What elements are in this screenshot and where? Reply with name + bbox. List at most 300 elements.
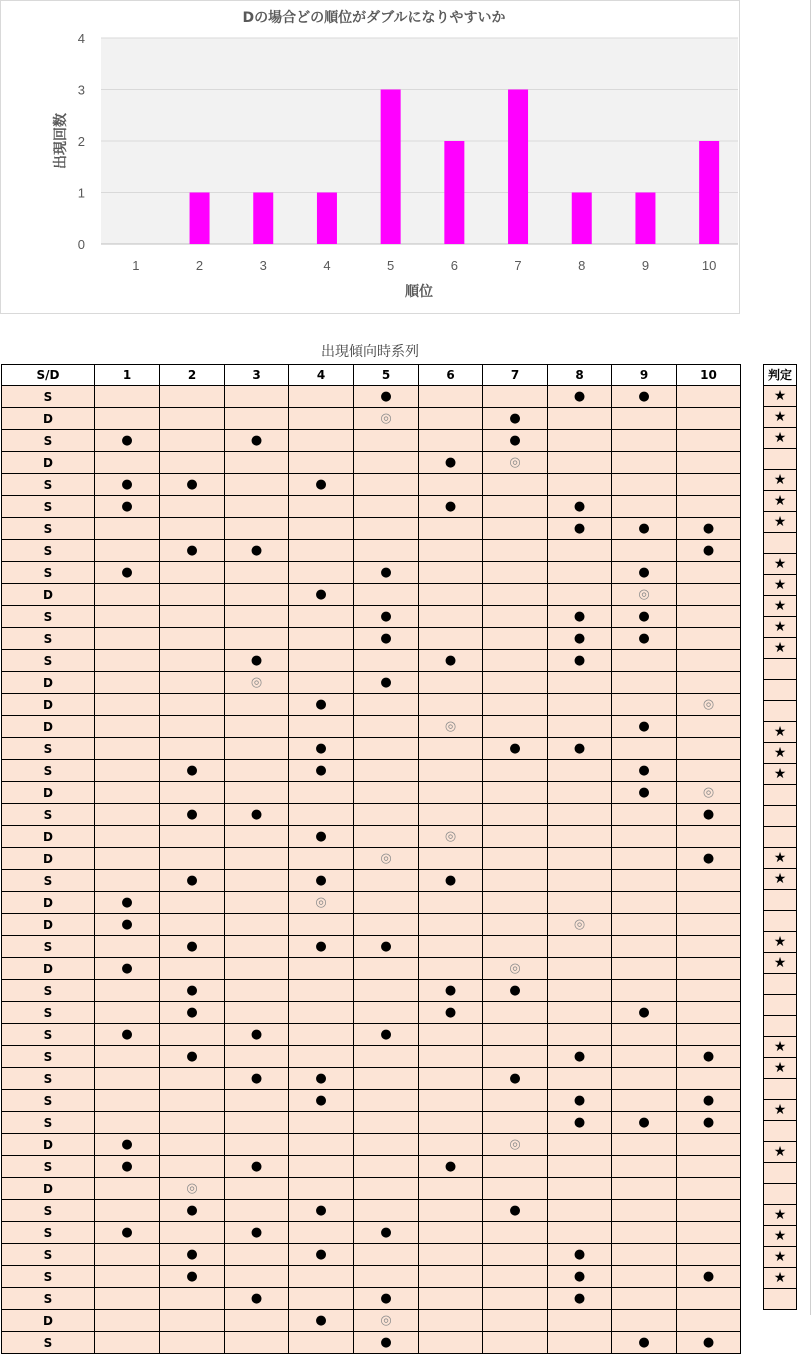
rank-cell — [354, 1178, 419, 1200]
star-icon: ★ — [773, 577, 787, 593]
rank-cell — [612, 562, 677, 584]
judge-cell — [764, 512, 797, 533]
rank-cell — [225, 958, 289, 980]
sd-cell: S — [2, 562, 95, 584]
rank-cell — [289, 1090, 354, 1112]
dot-mark: ● — [315, 829, 327, 844]
table-row — [2, 826, 741, 848]
judge-cell — [764, 533, 797, 554]
dot-mark: ● — [444, 1159, 457, 1174]
judge-cell — [764, 1079, 797, 1100]
star-icon: ★ — [773, 1207, 787, 1223]
rank-cell — [483, 584, 548, 606]
sd-cell: D — [2, 1310, 95, 1332]
rank-cell — [95, 1134, 160, 1156]
rank-cell — [548, 1068, 612, 1090]
rank-cell — [95, 1178, 160, 1200]
rank-cell — [612, 1200, 677, 1222]
table-row — [2, 518, 741, 540]
chart-container — [0, 0, 740, 314]
double-mark: ◎ — [702, 697, 715, 712]
rank-cell — [225, 1244, 289, 1266]
double-mark: ◎ — [638, 587, 650, 602]
rank-cell — [612, 1134, 677, 1156]
rank-cell — [95, 672, 160, 694]
rank-cell — [354, 870, 419, 892]
judge-row — [764, 1289, 797, 1310]
dot-mark: ● — [380, 1335, 392, 1350]
dot-mark: ● — [509, 411, 521, 426]
bar-4 — [317, 193, 337, 245]
table-row — [2, 474, 741, 496]
judge-row — [764, 1058, 797, 1079]
rank-cell — [612, 1156, 677, 1178]
judge-row — [764, 1247, 797, 1268]
header-sd: S/D — [2, 365, 95, 386]
rank-cell — [95, 1090, 160, 1112]
rank-cell — [677, 452, 741, 474]
rank-cell — [677, 474, 741, 496]
judge-cell — [764, 827, 797, 848]
rank-cell — [160, 474, 225, 496]
occurrence-table — [1, 364, 741, 1354]
table-row — [2, 848, 741, 870]
rank-cell — [160, 914, 225, 936]
rank-cell — [612, 408, 677, 430]
rank-cell — [225, 1024, 289, 1046]
dot-mark: ● — [186, 1247, 198, 1262]
judge-row — [764, 1079, 797, 1100]
rank-cell — [354, 1024, 419, 1046]
rank-cell — [548, 628, 612, 650]
dot-mark: ● — [121, 1225, 133, 1240]
star-icon: ★ — [773, 1249, 787, 1265]
rank-cell — [225, 1332, 289, 1354]
rank-cell — [483, 672, 548, 694]
rank-cell — [289, 826, 354, 848]
table-row — [2, 386, 741, 408]
rank-cell — [677, 958, 741, 980]
table-row — [2, 562, 741, 584]
star-icon: ★ — [773, 766, 787, 782]
x-tick-label: 10 — [701, 258, 717, 273]
table-row — [2, 914, 741, 936]
rank-cell — [225, 892, 289, 914]
star-icon: ★ — [773, 745, 787, 761]
rank-cell — [225, 782, 289, 804]
rank-cell — [483, 496, 548, 518]
dot-mark: ● — [573, 1247, 586, 1262]
dot-mark: ● — [573, 1269, 586, 1284]
rank-cell — [419, 826, 483, 848]
rank-cell — [548, 804, 612, 826]
dot-mark: ● — [250, 1027, 263, 1042]
header-rank-7: 7 — [483, 365, 548, 386]
x-tick-label: 2 — [195, 258, 204, 273]
rank-cell — [160, 1112, 225, 1134]
rank-cell — [95, 518, 160, 540]
rank-cell — [289, 606, 354, 628]
rank-cell — [677, 1002, 741, 1024]
sd-cell: D — [2, 892, 95, 914]
dot-mark: ● — [380, 389, 392, 404]
rank-cell — [225, 826, 289, 848]
judge-cell — [764, 1184, 797, 1205]
rank-cell — [548, 716, 612, 738]
dot-mark: ● — [186, 543, 198, 558]
star-icon: ★ — [773, 619, 787, 635]
table-row — [2, 584, 741, 606]
rank-cell — [677, 1068, 741, 1090]
rank-cell — [419, 628, 483, 650]
judge-row — [764, 407, 797, 428]
rank-cell — [548, 1156, 612, 1178]
dot-mark: ● — [702, 1115, 715, 1130]
dot-mark: ● — [250, 543, 263, 558]
double-mark: ◎ — [509, 1137, 521, 1152]
dot-mark: ● — [702, 807, 715, 822]
dot-mark: ● — [509, 433, 521, 448]
table-row — [2, 1310, 741, 1332]
rank-cell — [354, 694, 419, 716]
sd-cell: D — [2, 1134, 95, 1156]
double-mark: ◎ — [573, 917, 586, 932]
table-row — [2, 1156, 741, 1178]
sd-cell: D — [2, 782, 95, 804]
rank-cell — [483, 1068, 548, 1090]
rank-cell — [483, 452, 548, 474]
rank-cell — [354, 540, 419, 562]
header-rank-5: 5 — [354, 365, 419, 386]
dot-mark: ● — [638, 389, 650, 404]
rank-cell — [483, 1266, 548, 1288]
rank-cell — [548, 914, 612, 936]
judge-cell — [764, 386, 797, 407]
rank-cell — [548, 584, 612, 606]
rank-cell — [160, 408, 225, 430]
rank-cell — [95, 452, 160, 474]
rank-cell — [289, 1024, 354, 1046]
sd-cell: S — [2, 1332, 95, 1354]
judge-row — [764, 827, 797, 848]
rank-cell — [95, 496, 160, 518]
rank-cell — [612, 606, 677, 628]
judge-row — [764, 995, 797, 1016]
dot-mark: ● — [121, 565, 133, 580]
rank-cell — [354, 848, 419, 870]
table-row — [2, 1002, 741, 1024]
x-axis-label: 順位 — [405, 284, 433, 300]
rank-cell — [419, 1266, 483, 1288]
rank-cell — [354, 430, 419, 452]
rank-cell — [677, 738, 741, 760]
rank-cell — [419, 848, 483, 870]
table-row — [2, 738, 741, 760]
rank-cell — [225, 540, 289, 562]
rank-cell — [419, 606, 483, 628]
sd-cell: S — [2, 1244, 95, 1266]
dot-mark: ● — [702, 1049, 715, 1064]
double-mark: ◎ — [380, 851, 392, 866]
rank-cell — [419, 804, 483, 826]
rank-cell — [548, 782, 612, 804]
rank-cell — [225, 738, 289, 760]
judge-row — [764, 533, 797, 554]
dot-mark: ● — [250, 1225, 263, 1240]
rank-cell — [289, 958, 354, 980]
rank-cell — [354, 980, 419, 1002]
rank-cell — [548, 1090, 612, 1112]
rank-cell — [289, 1046, 354, 1068]
rank-cell — [289, 408, 354, 430]
rank-cell — [354, 496, 419, 518]
dot-mark: ● — [702, 1269, 715, 1284]
rank-cell — [419, 430, 483, 452]
table-row — [2, 782, 741, 804]
rank-cell — [354, 452, 419, 474]
rank-cell — [95, 760, 160, 782]
rank-cell — [289, 782, 354, 804]
table-row — [2, 980, 741, 1002]
rank-cell — [160, 782, 225, 804]
dot-mark: ● — [573, 1049, 586, 1064]
rank-cell — [289, 716, 354, 738]
sd-cell: D — [2, 914, 95, 936]
rank-cell — [548, 540, 612, 562]
sd-cell: D — [2, 1178, 95, 1200]
rank-cell — [95, 936, 160, 958]
rank-cell — [612, 1310, 677, 1332]
rank-cell — [95, 848, 160, 870]
rank-cell — [548, 1024, 612, 1046]
double-mark: ◎ — [509, 961, 521, 976]
rank-cell — [548, 1178, 612, 1200]
dot-mark: ● — [121, 895, 133, 910]
rank-cell — [289, 650, 354, 672]
dot-mark: ● — [702, 1335, 715, 1350]
rank-cell — [225, 452, 289, 474]
rank-cell — [160, 892, 225, 914]
rank-cell — [677, 1266, 741, 1288]
header-rank-2: 2 — [160, 365, 225, 386]
rank-cell — [419, 1068, 483, 1090]
rank-cell — [419, 1200, 483, 1222]
sd-cell: S — [2, 628, 95, 650]
rank-cell — [354, 826, 419, 848]
dot-mark: ● — [573, 631, 586, 646]
rank-cell — [548, 1332, 612, 1354]
table-row — [2, 628, 741, 650]
rank-cell — [677, 1024, 741, 1046]
rank-cell — [289, 562, 354, 584]
rank-cell — [95, 1244, 160, 1266]
bar-3 — [253, 193, 273, 245]
double-mark: ◎ — [315, 895, 327, 910]
rank-cell — [419, 958, 483, 980]
dot-mark: ● — [638, 1005, 650, 1020]
dot-mark: ● — [380, 1027, 392, 1042]
rank-cell — [483, 980, 548, 1002]
judge-row — [764, 890, 797, 911]
judge-row — [764, 722, 797, 743]
sd-cell: S — [2, 760, 95, 782]
rank-cell — [612, 650, 677, 672]
judge-row — [764, 428, 797, 449]
rank-cell — [354, 474, 419, 496]
dot-mark: ● — [186, 1203, 198, 1218]
sd-cell: S — [2, 1002, 95, 1024]
sd-cell: S — [2, 1068, 95, 1090]
rank-cell — [612, 430, 677, 452]
judge-cell — [764, 701, 797, 722]
rank-cell — [289, 848, 354, 870]
rank-cell — [419, 1134, 483, 1156]
rank-cell — [677, 782, 741, 804]
rank-cell — [354, 1222, 419, 1244]
rank-cell — [225, 1002, 289, 1024]
judgement-table — [763, 364, 797, 1310]
rank-cell — [160, 1090, 225, 1112]
rank-cell — [419, 540, 483, 562]
rank-cell — [612, 1332, 677, 1354]
rank-cell — [225, 804, 289, 826]
dot-mark: ● — [121, 961, 133, 976]
rank-cell — [160, 650, 225, 672]
dot-mark: ● — [444, 983, 457, 998]
table-row — [2, 892, 741, 914]
judge-cell — [764, 995, 797, 1016]
rank-cell — [354, 518, 419, 540]
rank-cell — [225, 1222, 289, 1244]
sd-cell: D — [2, 584, 95, 606]
rank-cell — [483, 892, 548, 914]
rank-cell — [225, 914, 289, 936]
rank-cell — [548, 452, 612, 474]
rank-cell — [677, 694, 741, 716]
rank-cell — [483, 1178, 548, 1200]
rank-cell — [548, 958, 612, 980]
judge-cell — [764, 764, 797, 785]
rank-cell — [612, 760, 677, 782]
bar-5 — [381, 90, 401, 245]
judge-cell — [764, 932, 797, 953]
rank-cell — [354, 672, 419, 694]
rank-cell — [95, 804, 160, 826]
dot-mark: ● — [638, 1115, 650, 1130]
rank-cell — [677, 1178, 741, 1200]
rank-cell — [95, 694, 160, 716]
x-tick-label: 6 — [450, 258, 458, 273]
judge-row — [764, 848, 797, 869]
rank-cell — [289, 1112, 354, 1134]
rank-cell — [612, 958, 677, 980]
rank-cell — [289, 1134, 354, 1156]
rank-cell — [677, 430, 741, 452]
dot-mark: ● — [186, 939, 198, 954]
star-icon: ★ — [773, 493, 787, 509]
rank-cell — [677, 650, 741, 672]
dot-mark: ● — [509, 1071, 521, 1086]
rank-cell — [419, 1024, 483, 1046]
rank-cell — [483, 628, 548, 650]
rank-cell — [95, 892, 160, 914]
judge-cell — [764, 1058, 797, 1079]
rank-cell — [483, 1156, 548, 1178]
header-rank-9: 9 — [612, 365, 677, 386]
table-row — [2, 1178, 741, 1200]
judge-cell — [764, 974, 797, 995]
rank-cell — [160, 1024, 225, 1046]
judge-row — [764, 806, 797, 827]
rank-cell — [419, 518, 483, 540]
rank-cell — [612, 628, 677, 650]
judge-cell — [764, 806, 797, 827]
page-edge-line — [810, 0, 811, 1315]
rank-cell — [354, 1310, 419, 1332]
rank-cell — [483, 1090, 548, 1112]
star-icon: ★ — [773, 1228, 787, 1244]
rank-cell — [548, 606, 612, 628]
rank-cell — [677, 826, 741, 848]
x-tick-label: 9 — [641, 258, 650, 273]
rank-cell — [95, 1222, 160, 1244]
rank-cell — [289, 386, 354, 408]
sd-cell: S — [2, 738, 95, 760]
rank-cell — [677, 518, 741, 540]
dot-mark: ● — [186, 763, 198, 778]
rank-cell — [160, 936, 225, 958]
rank-cell — [677, 1288, 741, 1310]
rank-cell — [160, 1288, 225, 1310]
rank-cell — [548, 1266, 612, 1288]
rank-cell — [612, 1002, 677, 1024]
rank-cell — [225, 1068, 289, 1090]
rank-cell — [95, 408, 160, 430]
rank-cell — [354, 1046, 419, 1068]
rank-cell — [612, 1178, 677, 1200]
rank-cell — [548, 386, 612, 408]
y-tick-label: 3 — [77, 82, 85, 98]
dot-mark: ● — [638, 1335, 650, 1350]
rank-cell — [160, 386, 225, 408]
judge-row — [764, 1100, 797, 1121]
rank-cell — [677, 1134, 741, 1156]
judge-cell — [764, 470, 797, 491]
rank-cell — [483, 1024, 548, 1046]
sd-cell: S — [2, 1288, 95, 1310]
star-icon: ★ — [773, 955, 787, 971]
dot-mark: ● — [315, 1071, 327, 1086]
rank-cell — [483, 1244, 548, 1266]
table-row — [2, 1266, 741, 1288]
judge-row — [764, 1205, 797, 1226]
double-mark: ◎ — [444, 829, 457, 844]
rank-cell — [225, 870, 289, 892]
rank-cell — [419, 980, 483, 1002]
sd-cell: D — [2, 826, 95, 848]
judge-row — [764, 1016, 797, 1037]
sd-cell: D — [2, 452, 95, 474]
rank-cell — [483, 1134, 548, 1156]
dot-mark: ● — [702, 851, 715, 866]
rank-cell — [483, 1222, 548, 1244]
rank-cell — [419, 584, 483, 606]
rank-cell — [354, 892, 419, 914]
rank-cell — [677, 672, 741, 694]
judge-row — [764, 974, 797, 995]
judge-row — [764, 764, 797, 785]
rank-cell — [225, 430, 289, 452]
